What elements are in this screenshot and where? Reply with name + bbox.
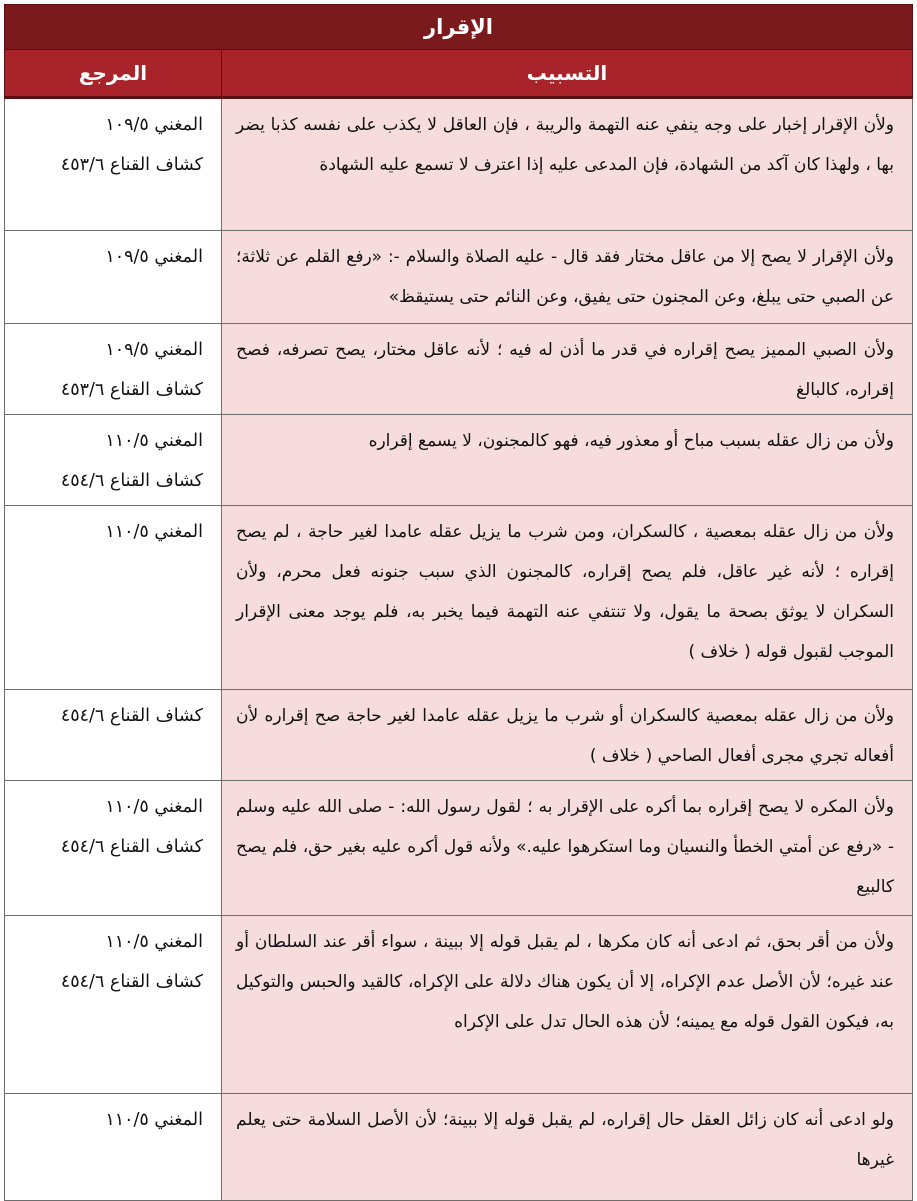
reason-cell: ولو ادعى أنه كان زائل العقل حال إقراره، لم يقبل قوله إلا ببينة؛ لأن الأصل السلامة حتى يعلم غيرها	[222, 1094, 913, 1201]
reference-cell	[5, 506, 222, 690]
iqrar-table	[4, 4, 913, 1201]
reference-line: المغني ١٠٩/٥	[105, 340, 203, 360]
reference-line: كشاف القناع ٤٥٣/٦	[60, 155, 203, 175]
reference-cell	[5, 231, 222, 324]
reason-cell: ولأن من زال عقله بمعصية كالسكران أو شرب ما يزيل عقله عامدا لغير حاجة صح إقراره لأن أفعاله تجري مجرى أفعال الصاحي ( خلاف )	[222, 690, 913, 781]
reference-line: كشاف القناع ٤٥٤/٦	[60, 706, 203, 726]
table-row	[5, 506, 913, 690]
table-title-row	[5, 5, 913, 50]
reference-cell	[5, 324, 222, 415]
reference-line: المغني ١١٠/٥	[105, 522, 203, 542]
reference-line: المغني ١٠٩/٥	[105, 247, 203, 267]
reference-line: المغني ١١٠/٥	[105, 431, 203, 451]
reason-cell: ولأن من زال عقله بمعصية ، كالسكران، ومن شرب ما يزيل عقله عامدا لغير حاجة ، لم يصح إقراره ؛ لأنه غير عاقل، فلم يصح إقراره، كالمجنون الذي سبب جنونه فعل محرم، ولأن السكران لا يوثق بصحة ما يقول، ولا تنتفي عنه التهمة فيما يخبر به، فلم يوجد معنى الإقرار الموجب لقبول قوله ( خلاف )	[222, 506, 913, 690]
reference-line: المغني ١١٠/٥	[105, 932, 203, 952]
table-row	[5, 324, 913, 415]
table-title: الإقرار	[5, 5, 913, 50]
reference-line: كشاف القناع ٤٥٣/٦	[60, 380, 203, 400]
reason-cell: ولأن الإقرار لا يصح إلا من عاقل مختار فقد قال - عليه الصلاة والسلام -: «رفع القلم عن ثلاثة؛ عن الصبي حتى يبلغ، وعن المجنون حتى يفيق، وعن النائم حتى يستيقظ»	[222, 231, 913, 324]
reference-line: كشاف القناع ٤٥٤/٦	[60, 837, 203, 857]
table-header-row	[5, 50, 913, 98]
reference-cell	[5, 916, 222, 1094]
reason-cell: ولأن الصبي المميز يصح إقراره في قدر ما أذن له فيه ؛ لأنه عاقل مختار، يصح تصرفه، فصح إقراره، كالبالغ	[222, 324, 913, 415]
table-row	[5, 231, 913, 324]
reason-cell: ولأن المكره لا يصح إقراره بما أكره على الإقرار به ؛ لقول رسول الله: - صلى الله عليه وسلم - «رفع عن أمتي الخطأ والنسيان وما استكرهوا عليه.» ولأنه قول أكره عليه بغير حق، فلم يصح كالبيع	[222, 781, 913, 916]
table-row	[5, 98, 913, 231]
reference-column-header: المرجع	[5, 50, 222, 98]
table-row	[5, 916, 913, 1094]
reference-line: كشاف القناع ٤٥٤/٦	[60, 471, 203, 491]
reference-cell	[5, 98, 222, 231]
reason-cell: ولأن من زال عقله بسبب مباح أو معذور فيه، فهو كالمجنون، لا يسمع إقراره	[222, 415, 913, 506]
reference-line: المغني ١١٠/٥	[105, 797, 203, 817]
reference-cell	[5, 415, 222, 506]
table-row	[5, 415, 913, 506]
reference-line: كشاف القناع ٤٥٤/٦	[60, 972, 203, 992]
reason-cell: ولأن الإقرار إخبار على وجه ينفي عنه التهمة والريبة ، فإن العاقل لا يكذب على نفسه كذبا يضر بها ، ولهذا كان آكد من الشهادة، فإن المدعى عليه إذا اعترف لا تسمع عليه الشهادة	[222, 98, 913, 231]
reason-cell: ولأن من أقر بحق، ثم ادعى أنه كان مكرها ، لم يقبل قوله إلا ببينة ، سواء أقر عند السلطان أو عند غيره؛ لأن الأصل عدم الإكراه، إلا أن يكون هناك دلالة على الإكراه، كالقيد والحبس والتوكيل به، فيكون القول قوله مع يمينه؛ لأن هذه الحال تدل على الإكراه	[222, 916, 913, 1094]
reference-cell	[5, 1094, 222, 1201]
reference-cell	[5, 781, 222, 916]
reference-line: المغني ١٠٩/٥	[105, 115, 203, 135]
reference-line: المغني ١١٠/٥	[105, 1110, 203, 1130]
iqrar-table-container	[4, 4, 912, 1196]
table-row	[5, 1094, 913, 1201]
reason-column-header: التسبيب	[222, 50, 913, 98]
reference-cell	[5, 690, 222, 781]
table-row	[5, 690, 913, 781]
table-row	[5, 781, 913, 916]
